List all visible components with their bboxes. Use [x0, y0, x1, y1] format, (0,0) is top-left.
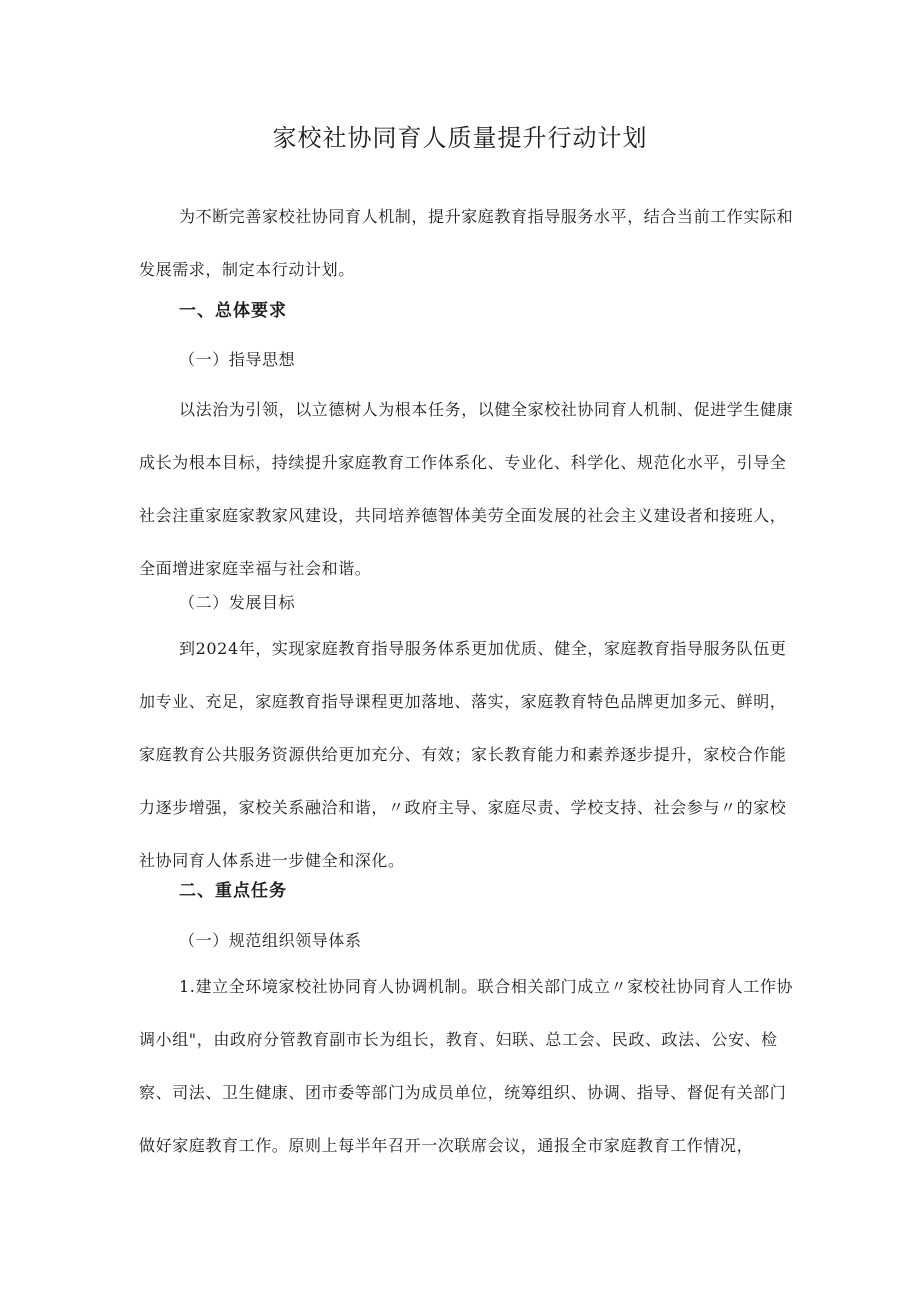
section2-heading: 二、重点任务	[179, 881, 287, 901]
document-title: 家校社协同育人质量提升行动计划	[272, 124, 648, 152]
section1-sub1-heading: （一）指导思想	[179, 350, 296, 369]
section2-sub1-heading: （一）规范组织领导体系	[179, 931, 362, 950]
intro-paragraph: 为不断完善家校社协同育人机制，提升家庭教育指导服务水平，结合当前工作实际和发展需求，制定本行动计划。	[139, 207, 794, 279]
section1-sub2-paragraph: 到2024年，实现家庭教育指导服务体系更加优质、健全，家庭教育指导服务队伍更加专业、充足，家庭教育指导课程更加落地、落实，家庭教育特色品牌更加多元、鲜明，家庭教育公共服务资源供给更加充分、有效；家长教育能力和素养逐步提升，家校合作能力逐步增强，家校关系融洽和谐，〃政府主导、家庭尽责、学校支持、社会参与〃的家校社协同育人体系进一步健全和深化。	[139, 639, 787, 870]
section1-heading: 一、总体要求	[179, 301, 287, 321]
section1-sub2-heading: （二）发展目标	[179, 593, 296, 612]
section1-sub1-paragraph: 以法治为引领，以立德树人为根本任务，以健全家校社协同育人机制、促进学生健康成长为根本目标，持续提升家庭教育工作体系化、专业化、科学化、规范化水平，引导全社会注重家庭家教家风建设，共同培养德智体美劳全面发展的社会主义建设者和接班人，全面增进家庭幸福与社会和谐。	[139, 400, 794, 578]
section2-sub1-paragraph: 1.建立全环境家校社协同育人协调机制。联合相关部门成立〃家校社协同育人工作协调小组"，由政府分管教育副市长为组长，教育、妇联、总工会、民政、政法、公安、检察、司法、卫生健康、团市委等部门为成员单位，统筹组织、协调、指导、督促有关部门做好家庭教育工作。原则上每半年召开一次联席会议，通报全市家庭教育工作情况，	[139, 977, 794, 1155]
